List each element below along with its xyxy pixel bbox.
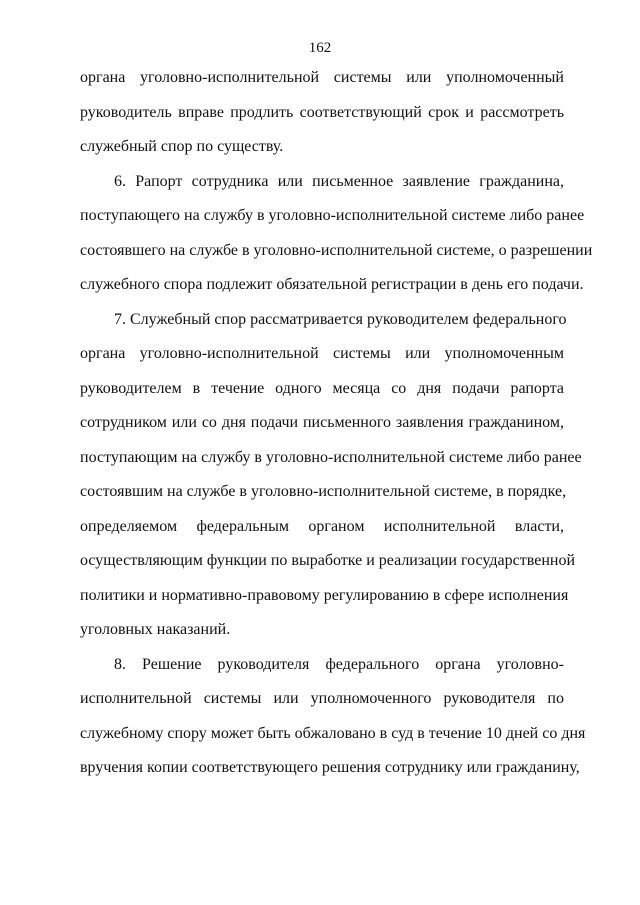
- text-line: исполнительной системы или уполномоченного руководителя по: [80, 690, 564, 707]
- text-line: служебный спор по существу.: [80, 138, 284, 155]
- text-line: состоявшего на службе в уголовно-исполнительной системе, о разрешении: [80, 241, 593, 259]
- text-line: поступающего на службу в уголовно-исполнительной системе либо ранее: [80, 207, 585, 224]
- text-line: уголовных наказаний.: [80, 621, 231, 638]
- text-line: состоявшим на службе в уголовно-исполнительной системе, в порядке,: [80, 483, 567, 500]
- paragraph-8-start: 8. Решение руководителя федерального органа уголовно-: [114, 655, 564, 673]
- paragraph-7-start: 7. Служебный спор рассматривается руководителем федерального: [114, 310, 567, 328]
- text-line: осуществляющим функции по выработке и реализации государственной: [80, 552, 575, 569]
- text-line: служебному спору может быть обжаловано в суд в течение 10 дней со дня: [80, 724, 586, 742]
- text-line: служебного спора подлежит обязательной регистрации в день его подачи.: [80, 276, 584, 293]
- text-line: руководителем в течение одного месяца со дня подачи рапорта: [80, 379, 564, 397]
- text-line: органа уголовно-исполнительной системы или уполномоченным: [80, 345, 564, 362]
- text-line: сотрудником или со дня подачи письменного заявления гражданином,: [80, 414, 564, 431]
- text-line: вручения копии соответствующего решения сотруднику или гражданину,: [80, 759, 580, 776]
- paragraph-6-start: 6. Рапорт сотрудника или письменное заявление гражданина,: [114, 172, 564, 190]
- text-line: определяемом федеральным органом исполнительной власти,: [80, 517, 564, 535]
- text-line: поступающим на службу в уголовно-исполнительной системе либо ранее: [80, 448, 582, 466]
- text-line: органа уголовно-исполнительной системы или уполномоченный: [80, 69, 564, 86]
- text-line: руководитель вправе продлить соответствующий срок и рассмотреть: [80, 103, 564, 121]
- page-number: 162: [308, 40, 332, 56]
- text-line: политики и нормативно-правовому регулированию в сфере исполнения: [80, 586, 569, 604]
- document-body: [80, 68, 593, 793]
